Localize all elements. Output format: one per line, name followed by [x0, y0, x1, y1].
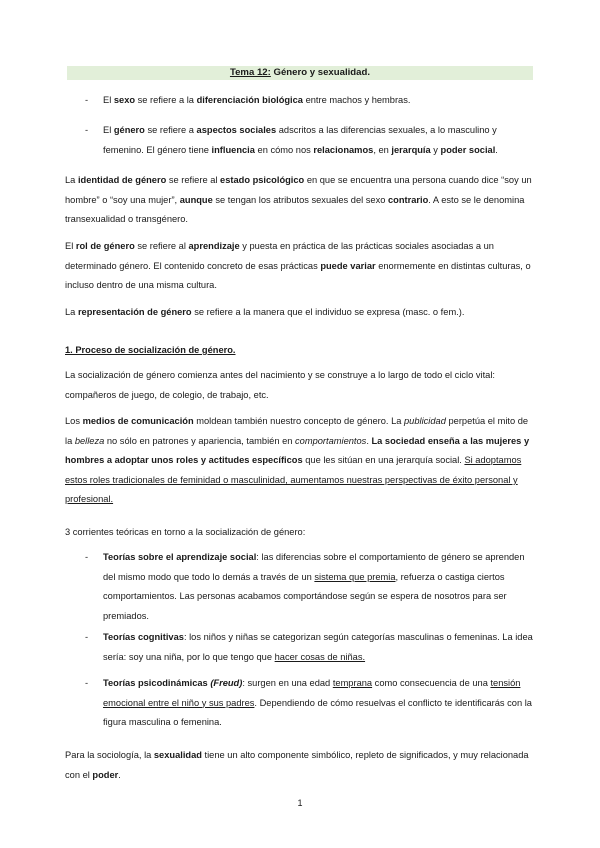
- bullet-sexo: [85, 91, 535, 111]
- text-run: : los niños y niñas se categorizan según categorías masculinas o femeninas. La idea sería: soy una niña, por lo que tengo que: [103, 632, 533, 662]
- bullet-dash: -: [85, 95, 89, 105]
- text-run: Teorías sobre el aprendizaje social: [103, 552, 257, 562]
- text-run: influencia: [211, 144, 255, 155]
- text-run: . Dependiendo de cómo resuelvas el conflicto te identificarás con la figura masculina o femenina.: [103, 697, 532, 728]
- text-run: comportamientos: [295, 435, 367, 446]
- text-run: se refiere a: [144, 125, 197, 135]
- text-run: Para la sociología, la: [65, 750, 154, 760]
- bullet-psicodinamicas: [85, 674, 535, 733]
- bullet-dash: -: [85, 678, 89, 688]
- text-run: . A esto se le denomina transexualidad o transgénero.: [65, 194, 525, 225]
- bullet-text: [103, 91, 535, 111]
- text-run: se refiere al: [166, 175, 221, 185]
- text-run: aspectos sociales: [196, 125, 277, 135]
- text-run: y: [430, 144, 441, 155]
- text-run: sistema que premia: [314, 571, 396, 582]
- bullet-dash: -: [85, 125, 89, 135]
- bullet-text: [103, 548, 535, 626]
- text-run: representación de género: [77, 307, 192, 317]
- text-run: puede variar: [320, 260, 376, 271]
- text-run: La: [65, 307, 78, 317]
- text-run: aprendizaje: [188, 241, 240, 251]
- text-run: como consecuencia de una: [372, 678, 491, 688]
- text-run: belleza: [74, 435, 105, 446]
- paragraph-medios: [65, 412, 535, 510]
- text-run: en que se encuentra una persona cuando dice “soy un hombre” o “soy una mujer”,: [65, 175, 532, 205]
- text-run: Los: [65, 416, 83, 426]
- text-run: perpetúa el mito de la: [65, 416, 529, 446]
- text-run: hacer cosas de niñas.: [274, 651, 366, 662]
- text-run: tiene un alto componente simbólico, repleto de significados, y muy relacionada con el: [65, 750, 529, 780]
- text-run: medios de comunicación: [82, 416, 194, 426]
- text-run: El: [103, 125, 114, 135]
- paragraph-representacion: [65, 303, 535, 323]
- text-run: género: [113, 125, 145, 135]
- text-run: Teorías psicodinámicas: [103, 678, 211, 688]
- text-run: .: [118, 769, 121, 780]
- text-run: poder social: [440, 144, 496, 155]
- text-run: , en: [373, 144, 392, 155]
- bullet-dash: -: [85, 552, 89, 562]
- bullet-text: [103, 628, 535, 667]
- text-run: se refiere al: [134, 241, 189, 251]
- paragraph-rol: [65, 237, 535, 296]
- text-run: .: [366, 435, 372, 446]
- bullet-cognitivas: [85, 628, 535, 667]
- bullet-text: [103, 674, 535, 733]
- text-run: adscritos a las diferencias sexuales, a lo masculino y femenino. El género tiene: [103, 125, 497, 155]
- paragraph-identidad: [65, 171, 535, 230]
- text-run: .: [495, 144, 498, 155]
- text-run: y puesta en práctica de las prácticas sociales asociadas a un determinado género. El contenido concreto de esas prácticas: [65, 241, 494, 271]
- text-run: enormemente en distintas culturas, o incluso dentro de una misma cultura.: [65, 260, 531, 291]
- text-run: tensión emocional entre el niño y sus padres: [103, 678, 521, 708]
- page-number: 1: [297, 798, 303, 808]
- text-run: moldean también nuestro concepto de género. La: [193, 416, 405, 426]
- text-run: no sólo en patrones y apariencia, también en: [104, 435, 296, 446]
- section-heading: 1. Proceso de socialización de género.: [65, 345, 236, 355]
- text-run: : las diferencias sobre el comportamiento de género se aprenden del mismo modo que todo lo demás a través de un: [103, 552, 525, 582]
- text-run: poder: [92, 769, 119, 780]
- text-run: La: [65, 175, 78, 185]
- text-run: jerarquía: [391, 144, 431, 155]
- bullet-aprendizaje-social: [85, 548, 535, 626]
- title-label: Tema 12:: [229, 67, 271, 78]
- bullet-dash: -: [85, 632, 89, 642]
- text-run: se tengan los atributos sexuales del sexo: [212, 194, 388, 205]
- text-run: se refiere a la manera que el individuo se expresa (masc. o fem.).: [191, 307, 465, 317]
- text-run: relacionamos: [313, 144, 374, 155]
- text-run: (Freud): [210, 678, 243, 688]
- text-run: : surgen en una edad: [242, 678, 333, 688]
- document-title: [67, 66, 533, 80]
- bullet-text: [103, 121, 535, 160]
- text-run: identidad de género: [77, 175, 167, 185]
- intro-corrientes: 3 corrientes teóricas en torno a la socialización de género:: [65, 527, 306, 537]
- text-run: entre machos y hembras.: [302, 95, 411, 105]
- text-run: estado psicológico: [220, 175, 305, 185]
- text-run: sexo: [113, 95, 136, 105]
- text-run: se refiere a la: [135, 95, 197, 105]
- text-run: temprana: [332, 678, 373, 688]
- title-text: Género y sexualidad.: [270, 67, 371, 78]
- text-run: en cómo nos: [254, 144, 314, 155]
- text-run: aunque: [179, 194, 213, 205]
- bullet-genero: [85, 121, 535, 160]
- text-run: contrario: [387, 194, 429, 205]
- text-run: El: [103, 95, 114, 105]
- text-run: Si adoptamos estos roles tradicionales de feminidad o masculinidad, aumentamos nuestras perspectivas de éxito personal y profesional.: [65, 455, 522, 505]
- text-run: publicidad: [404, 416, 446, 426]
- text-run: El: [65, 241, 76, 251]
- text-run: La sociedad enseña a las mujeres y hombres a adoptar unos roles y actitudes específicos: [65, 435, 530, 466]
- text-run: La socialización de género comienza antes del nacimiento y se construye a lo largo de todo el ciclo vital: compañeros de juego, de colegio, de trabajo, etc.: [65, 370, 495, 400]
- text-run: que les sitúan en una jerarquía social.: [302, 455, 465, 466]
- paragraph-sexualidad: [65, 746, 535, 785]
- paragraph-socializacion: [65, 366, 535, 405]
- text-run: Teorías cognitivas: [103, 632, 184, 642]
- text-run: rol de género: [75, 241, 135, 251]
- text-run: , refuerza o castiga ciertos comportamientos. Las personas acabamos comportándose según se espera de nosotros para ser premiados.: [103, 571, 507, 621]
- text-run: diferenciación biológica: [196, 95, 303, 105]
- text-run: sexualidad: [153, 750, 202, 760]
